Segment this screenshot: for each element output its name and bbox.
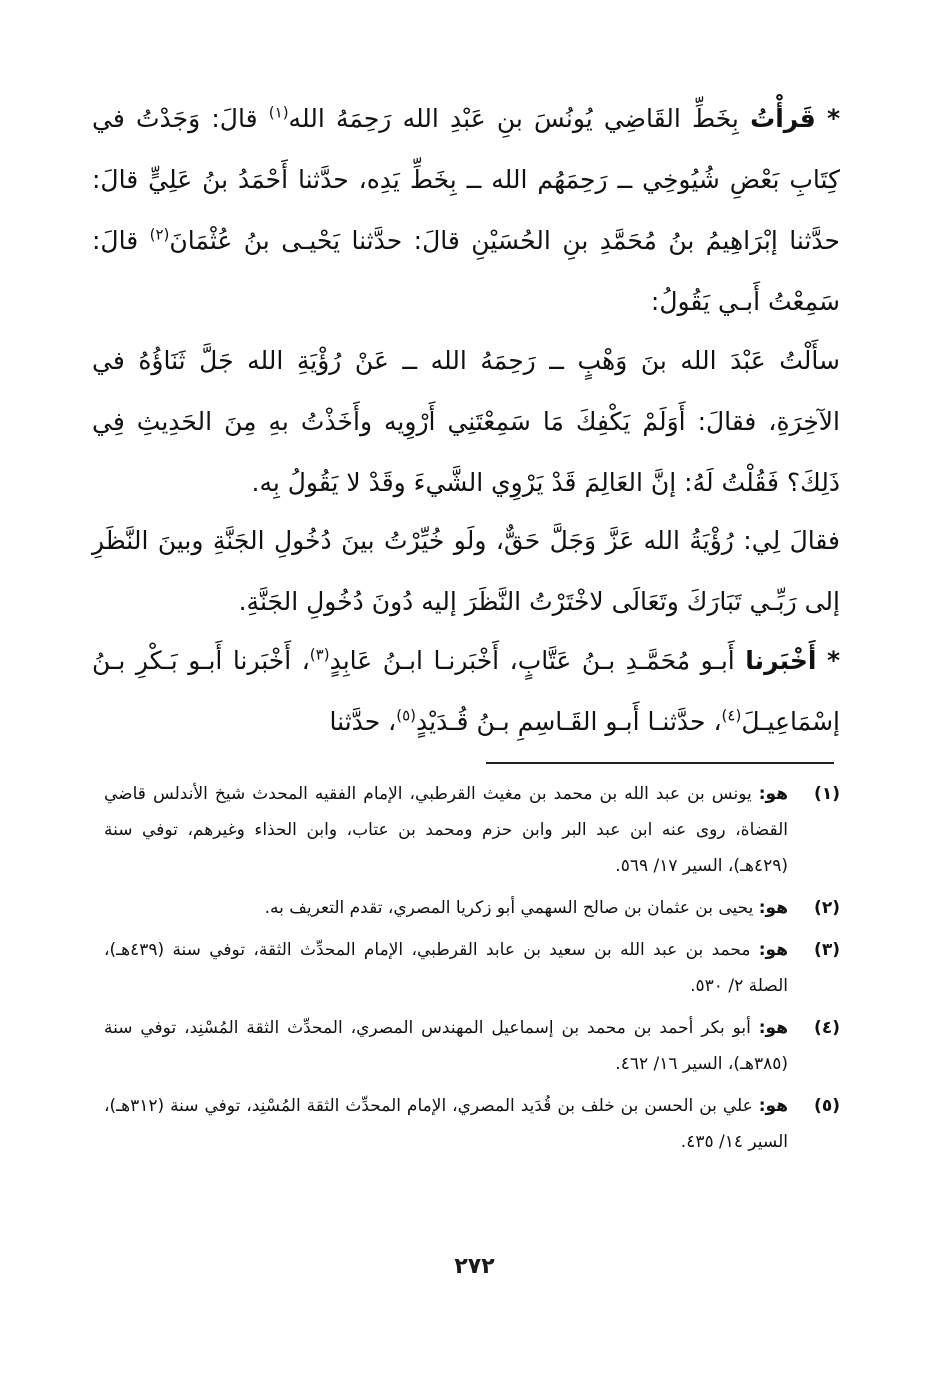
footnote-number: (٣) [814,940,840,960]
paragraph-text: قالَ: سَمِعْتُ أَبـي يَقُولُ: [92,226,840,316]
paragraph-lead-word: قَرأْتُ [750,104,816,133]
page-number: ٢٧٢ [454,1254,495,1279]
paragraph-text: بِخَطِّ القَاضِي يُونُسَ بنِ عَبْدِ الله رَحِمَهُ الله [288,104,739,133]
paragraph-star-marker: * [826,646,841,675]
paragraph-text: قالَ: وَجَدْتُ في كِتَابِ بَعْضِ شُيُوخِي ــ رَحِمَهُم الله ــ بِخَطِّ يَدِه، حدَّثنا أَحْمَدُ بنُ عَلِيٍّ قالَ: حدَّثنا إبْرَاهِيمُ بنُ مُحَمَّدِ بنِ الحُسَيْنِ قالَ: حدَّثنا يَحْيـى بنُ عُثْمَانَ [92,104,840,255]
paragraph-text: فقالَ لِي: رُؤْيَةُ الله عَزَّ وَجَلَّ حَقٌّ، ولَو خُيِّرْتُ بينَ دُخُولِ الجَنَّةِ وبينَ النَّظَرِ إلى رَبِّـي تَبَارَكَ وتَعَالَى لاخْتَرْتُ النَّظَرَ إليه دُونَ دُخُولِ الجَنَّةِ. [92,526,840,616]
paragraph-text: ، حدَّثنا [329,707,397,736]
footnote-lead: هو: [758,940,788,960]
footnote-number: (٥) [814,1096,840,1116]
footnote-text: محمد بن عبد الله بن سعيد بن عابد القرطبي، الإمام المحدِّث الثقة، توفي سنة (٤٣٩هـ)، الصلة ٢/ ٥٣٠. [104,940,788,996]
paragraph-text: أَبـو مُحَمَّـدِ بـنُ عَتَّابٍ، أَخْبَرنـا ابـنُ عَابِدٍ [329,646,735,675]
footnote-number: (٢) [814,898,840,918]
footnote-text: يونس بن عبد الله بن محمد بن مغيث القرطبي، الإمام الفقيه المحدث شيخ الأندلس قاضي القضاة، روى عنه ابن عبد البر وابن حزم ومحمد بن عتاب، وابن الحذاء وغيرهم، توفي سنة (٤٢٩هـ)، السير ١٧/ ٥٦٩. [104,784,788,876]
paragraph-lead-word: أَخْبَرنا [745,646,817,675]
paragraph-1 [92,88,840,332]
footnote-number: (٤) [814,1018,840,1038]
footnotes-section [104,776,840,1160]
footnote-5 [104,1088,840,1160]
footnote-reference[interactable]: (٣) [309,645,330,664]
footnote-text: علي بن الحسن بن خلف بن قُدَيد المصري، الإمام المحدِّث الثقة المُسْنِد، توفي سنة (٣١٢هـ)، السير ١٤/ ٤٣٥. [104,1096,788,1152]
paragraph-2 [92,330,840,513]
footnote-number: (١) [814,784,840,804]
footnote-reference[interactable]: (٤) [721,706,742,725]
paragraph-text: ، حدَّثنـا أَبـو القَـاسِمِ بـنُ قُـدَيْدٍ [416,707,722,736]
footnote-reference[interactable]: (٥) [396,706,417,725]
footnote-4 [104,1010,840,1082]
paragraph-text: سأَلْتُ عَبْدَ الله بنَ وَهْبٍ ــ رَحِمَهُ الله ــ عَنْ رُؤْيَةِ الله جَلَّ ثَنَاؤُهُ في الآخِرَةِ، فقالَ: أَوَلَمْ يَكْفِكَ مَا سَمِعْتَنِي أَرْوِيه وأَخَذْتُ بهِ مِنَ الحَدِيثِ فِي ذَلِكَ؟ فَقُلْتُ لَهُ: إنَّ العَالِمَ قَدْ يَرْوِي الشَّيءَ وقَدْ لا يَقُولُ بِه. [92,346,840,497]
footnote-text: يحيى بن عثمان بن صالح السهمي أبو زكريا المصري، تقدم التعريف به. [264,898,754,918]
footnote-lead: هو: [758,1096,788,1116]
footnote-divider [486,762,834,764]
footnote-text: أبو بكر أحمد بن محمد بن إسماعيل المهندس المصري، المحدِّث الثقة المُسْنِد، توفي سنة (٣٨٥هـ)، السير ١٦/ ٤٦٢. [104,1018,788,1074]
paragraph-text: ، أَخْبَرنا أَبـو بَـكْرِ بـنُ إسْمَاعِيـلَ [92,646,840,736]
footnote-lead: هو: [758,1018,788,1038]
paragraph-star-marker: * [826,104,841,133]
paragraph-3 [92,510,840,632]
footnote-reference[interactable]: (١) [268,103,289,122]
footnote-3 [104,932,840,1004]
paragraph-4 [92,630,840,752]
footnote-lead: هو: [758,784,788,804]
footnote-lead: هو: [758,898,788,918]
footnote-2 [104,890,840,926]
footnote-1 [104,776,840,884]
footnote-reference[interactable]: (٢) [149,225,170,244]
